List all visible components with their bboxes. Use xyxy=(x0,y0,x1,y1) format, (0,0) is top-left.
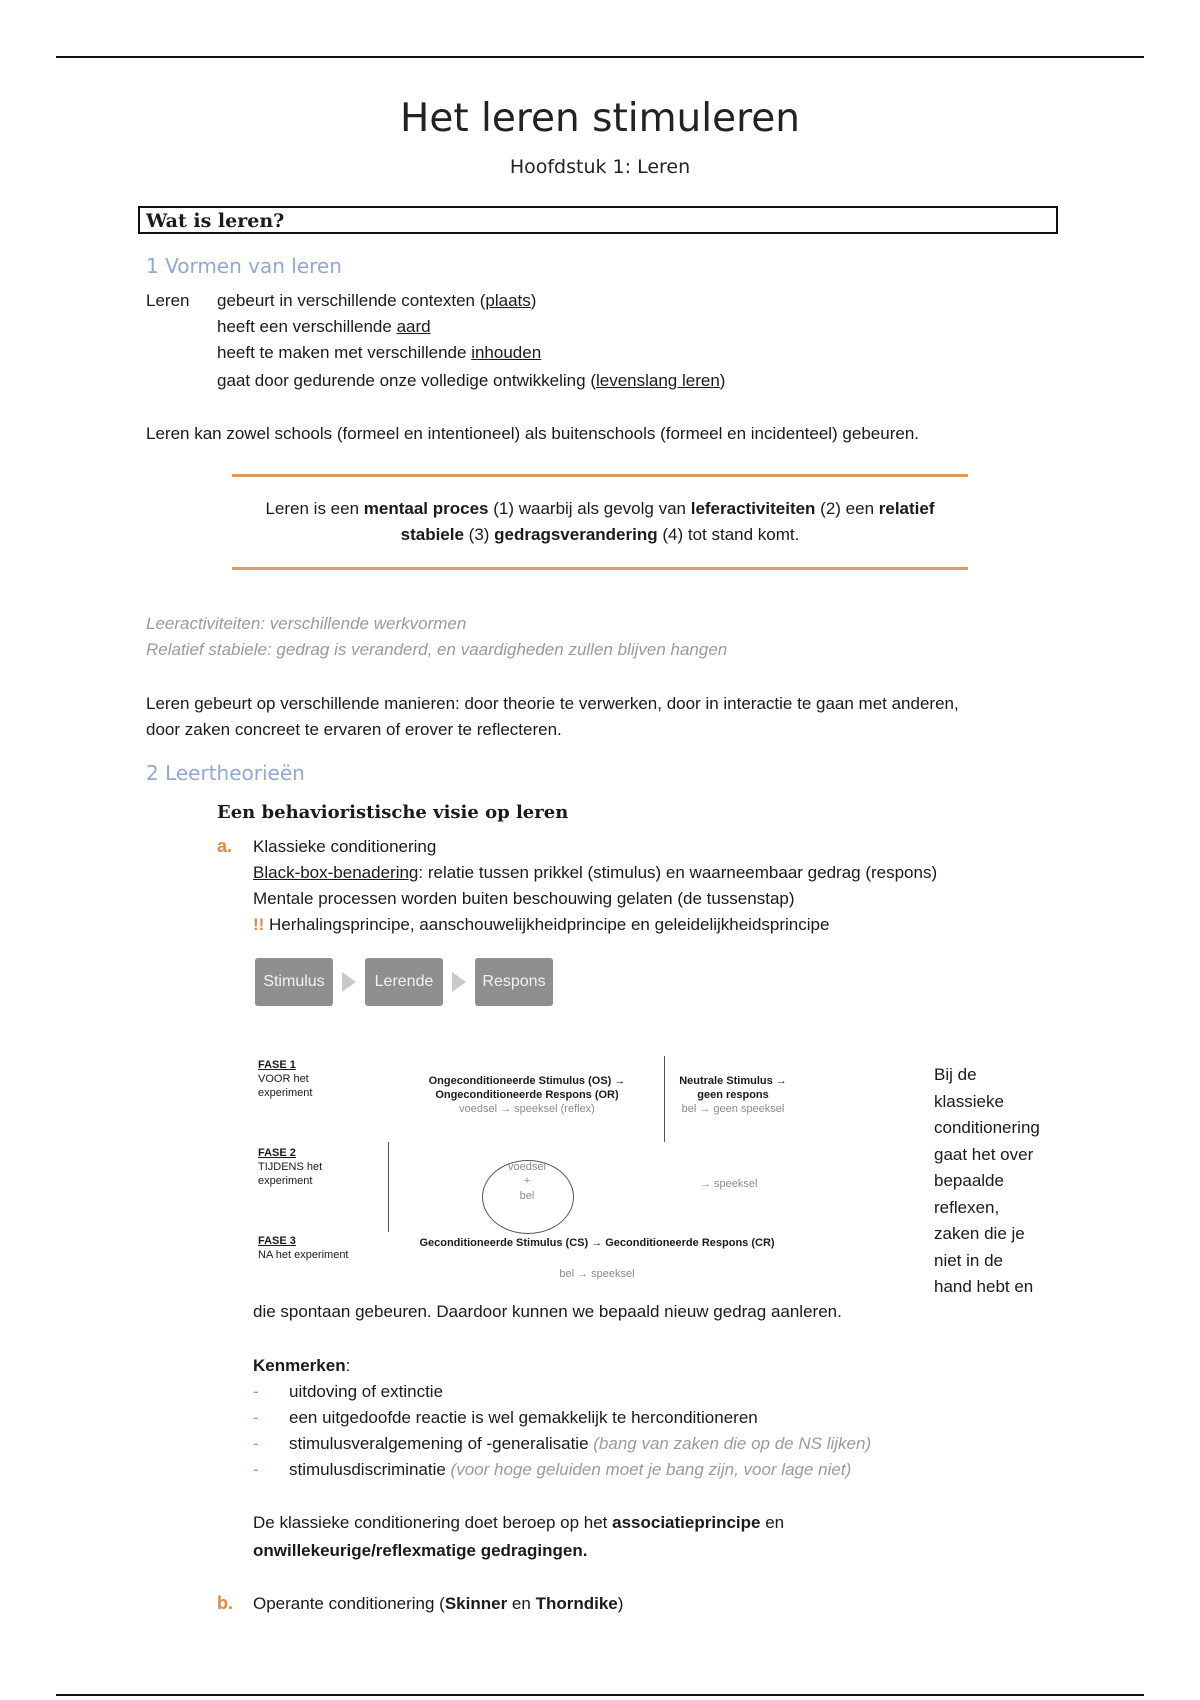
kenmerk-item: stimulusdiscriminatie (voor hoge geluiden moet je bang zijn, voor lage niet) xyxy=(289,1460,852,1479)
leren-line-3: heeft te maken met verschillende inhouden xyxy=(217,343,542,362)
continuation-line: die spontaan gebeuren. Daardoor kunnen we bepaald nieuw gedrag aanleren. xyxy=(253,1302,842,1321)
ns-line-1: Neutrale Stimulus → xyxy=(679,1075,787,1087)
leren-line-4: gaat door gedurende onze volledige ontwikkeling (levenslang leren) xyxy=(217,371,726,390)
flow-lerende: Lerende xyxy=(365,958,443,1006)
top-rule xyxy=(56,56,1144,58)
bullet-dash: - xyxy=(253,1382,259,1401)
circle-bottom-text: bel xyxy=(519,1190,535,1202)
fase-1-sub-2: experiment xyxy=(258,1087,313,1099)
behaviorism-heading: Een behavioristische visie op leren xyxy=(217,802,569,823)
boxed-heading: Wat is leren? xyxy=(138,206,1058,234)
note-leeractiviteiten: Leeractiviteiten: verschillende werkvormen xyxy=(146,614,467,633)
leren-line-2: heeft een verschillende aard xyxy=(217,317,431,336)
list-marker-b: b. xyxy=(217,1593,233,1613)
bottom-rule xyxy=(56,1694,1144,1696)
leren-label: Leren xyxy=(146,291,190,310)
mental-processes-line: Mentale processen worden buiten beschouwing gelaten (de tussenstap) xyxy=(253,889,795,908)
fase-1-label: FASE 1 xyxy=(258,1059,296,1071)
bullet-dash: - xyxy=(253,1434,259,1453)
operant-conditioning-line: Operante conditionering (Skinner en Thorndike) xyxy=(253,1594,624,1613)
principles-line: !! Herhalingsprincipe, aanschouwelijkheidprincipe en geleidelijkheidsprincipe xyxy=(253,915,830,934)
fase-3-sub: NA het experiment xyxy=(258,1249,349,1261)
cs-line: Geconditioneerde Stimulus (CS) → Geconditioneerde Respons (CR) xyxy=(419,1237,775,1249)
os-line-2: Ongeconditioneerde Respons (OR) xyxy=(435,1089,619,1101)
definition-block: Leren is een mentaal proces (1) waarbij als gevolg van leferactiviteiten (2) een relatief stabiele (3) gedragsverandering (4) tot stand komt. xyxy=(265,499,935,544)
ns-line-2: geen respons xyxy=(697,1089,769,1101)
section-2-heading: 2 Leertheorieën xyxy=(146,761,305,785)
kenmerk-item: een uitgedoofde reactie is wel gemakkelijk te herconditioneren xyxy=(289,1408,758,1427)
os-line-3: voedsel → speeksel (reflex) xyxy=(459,1103,595,1115)
circle-top-text: voedsel xyxy=(508,1161,546,1173)
definition-bottom-rule xyxy=(232,567,968,570)
flow-respons: Respons xyxy=(475,958,553,1006)
fase-2-sub-2: experiment xyxy=(258,1175,313,1187)
diagram-divider-right xyxy=(664,1056,665,1142)
association-line-2: onwillekeurige/reflexmatige gedragingen. xyxy=(253,1541,588,1560)
cs-sub: bel → speeksel xyxy=(559,1268,635,1280)
side-text: Bij de klassieke conditionering gaat het over bepaalde reflexen, zaken die je niet in de hand hebt en xyxy=(934,1065,1040,1296)
fase-2-response: → speeksel xyxy=(700,1178,758,1190)
circle-plus: + xyxy=(523,1175,531,1187)
kenmerk-item: stimulusveralgemening of -generalisatie (bang van zaken die op de NS lijken) xyxy=(289,1434,872,1453)
fase-2-sub-1: TIJDENS het xyxy=(258,1161,323,1173)
bullet-dash: - xyxy=(253,1460,259,1479)
black-box-line: Black-box-benadering: relatie tussen prikkel (stimulus) en waarneembaar gedrag (respons) xyxy=(253,863,938,882)
flow-arrow-icon xyxy=(452,972,466,992)
note-relatief-stabiele: Relatief stabiele: gedrag is veranderd, en vaardigheden zullen blijven hangen xyxy=(146,640,728,659)
ways-line-2: door zaken concreet te ervaren of erover te reflecteren. xyxy=(146,720,562,739)
exclamation-icon: !! xyxy=(253,915,265,934)
leren-line-1: gebeurt in verschillende contexten (plaats) xyxy=(217,291,537,310)
ways-line-1: Leren gebeurt op verschillende manieren: door theorie te verwerken, door in interactie te gaan met anderen, xyxy=(146,694,959,713)
page-subtitle: Hoofdstuk 1: Leren xyxy=(509,156,691,178)
classic-conditioning-title: Klassieke conditionering xyxy=(253,837,437,856)
fase-2-label: FASE 2 xyxy=(258,1147,296,1159)
definition-top-rule xyxy=(232,474,968,477)
ns-line-3: bel → geen speeksel xyxy=(681,1103,785,1115)
page-title: Het leren stimuleren xyxy=(400,96,800,141)
fase-1-sub-1: VOOR het xyxy=(258,1073,309,1085)
kenmerken-label: Kenmerken: xyxy=(253,1356,351,1375)
diagram-divider-left xyxy=(388,1142,389,1232)
association-line-1: De klassieke conditionering doet beroep op het associatieprincipe en xyxy=(253,1513,785,1532)
section-1-heading: 1 Vormen van leren xyxy=(146,254,342,278)
bullet-dash: - xyxy=(253,1408,259,1427)
os-line-1: Ongeconditioneerde Stimulus (OS) → xyxy=(428,1075,626,1087)
fase-3-label: FASE 3 xyxy=(258,1235,296,1247)
flow-stimulus: Stimulus xyxy=(255,958,333,1006)
kenmerk-item: uitdoving of extinctie xyxy=(289,1382,444,1401)
flow-arrow-icon xyxy=(342,972,356,992)
list-marker-a: a. xyxy=(217,836,233,856)
schools-paragraph: Leren kan zowel schools (formeel en intentioneel) als buitenschools (formeel en incidenteel) gebeuren. xyxy=(146,424,920,443)
